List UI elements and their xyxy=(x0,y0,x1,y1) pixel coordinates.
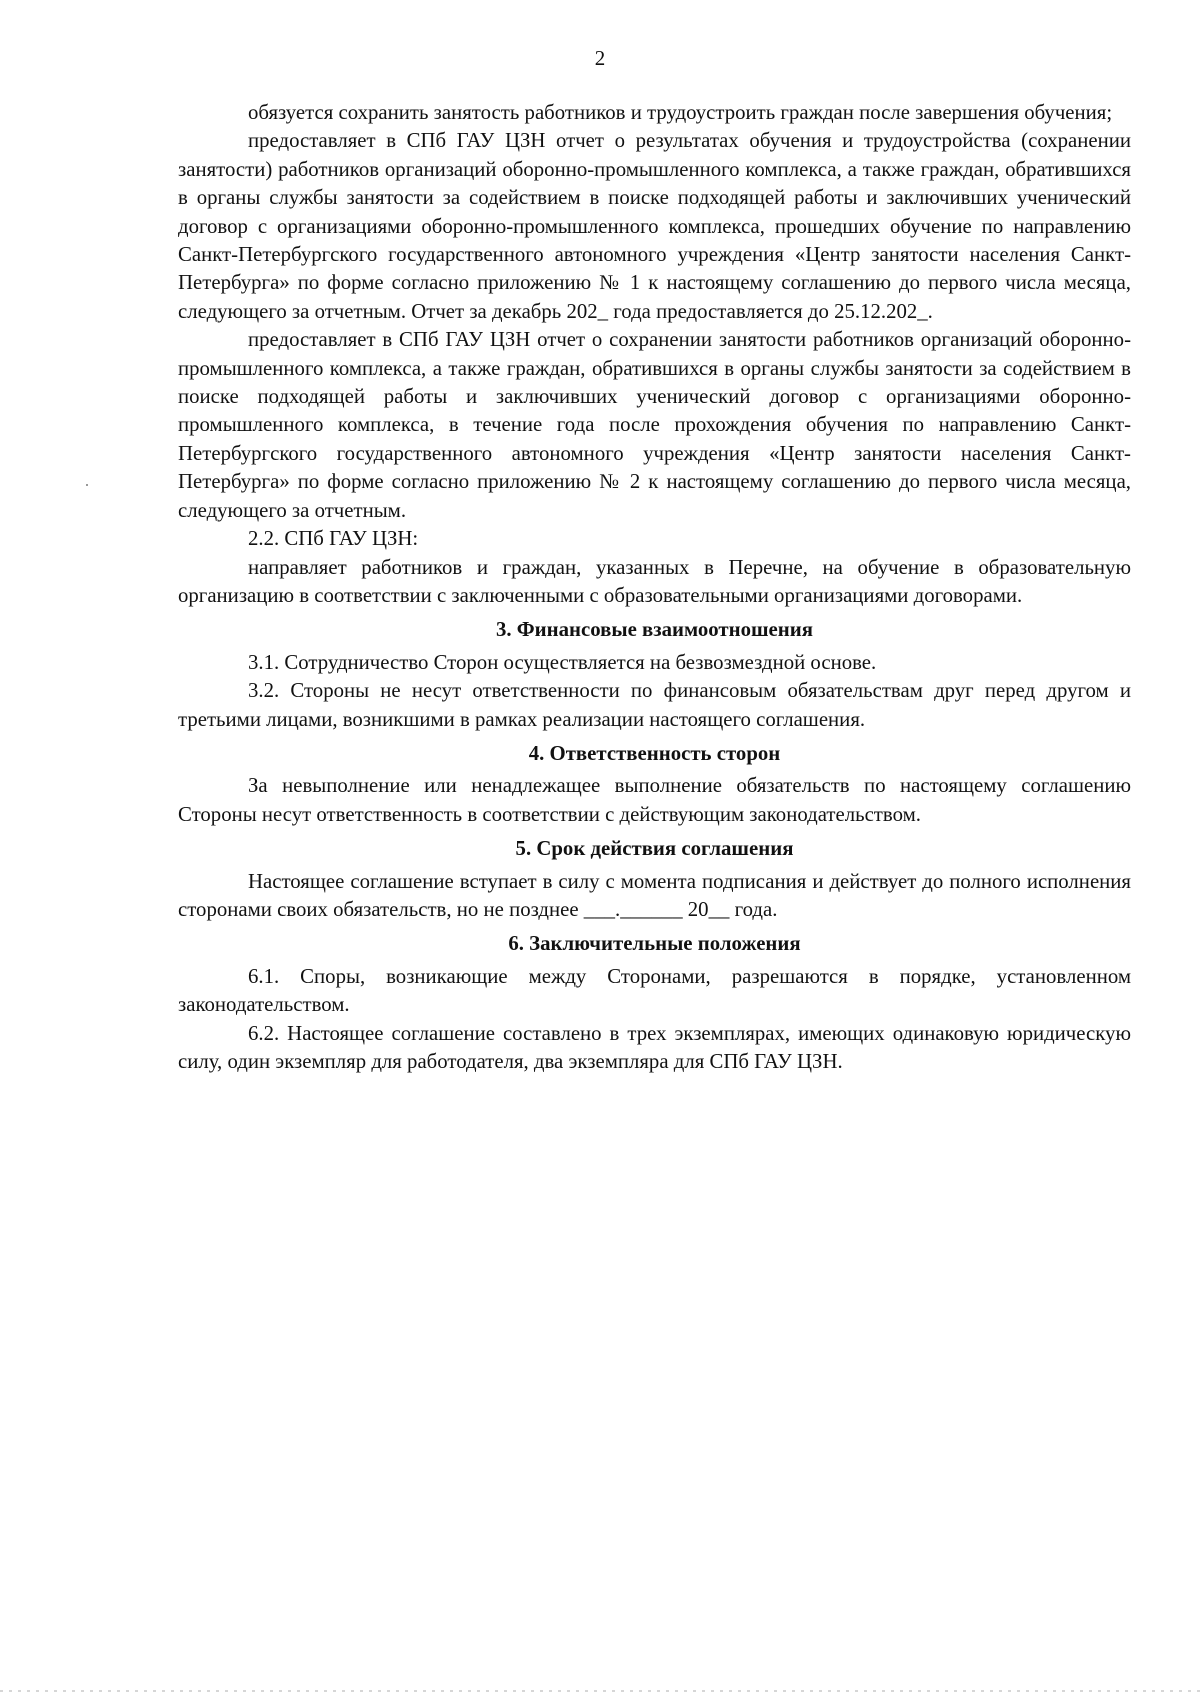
obligation-paragraph: обязуется сохранить занятость работников и трудоустроить граждан после завершения обучения; xyxy=(248,101,1113,124)
section-heading-responsibility: 4. Ответственность сторон xyxy=(528,741,781,765)
section-paragraph: 3.1. Сотрудничество Сторон осуществляется на безвозмездной основе. xyxy=(248,650,877,674)
obligation-paragraph: предоставляет в СПб ГАУ ЦЗН отчет о результатах обучения и трудоустройства (сохранении занятости) работников организаций оборонно-промышленного комплекса, а также граждан, обратившихся в органы службы занятости за содействием в поиске подходящей работы и заключивших ученический договор с организациями оборонно-промышленного комплекса, прошедших обучение по направлению Санкт-Петербургского государственного автономного учреждения «Центр занятости населения Санкт-Петербурга» по форме согласно приложению № 1 к настоящему соглашению до первого числа месяца, следующего за отчетным. Отчет за декабрь 202_ года предоставляется до 25.12.202_. xyxy=(178,129,1131,323)
section-paragraph: Настоящее соглашение вступает в силу с момента подписания и действует до полного исполнения сторонами своих обязательств, но не позднее ___.______ 20__ года. xyxy=(178,869,1131,921)
section-heading-term: 5. Срок действия соглашения xyxy=(515,837,794,861)
page-number: 2 xyxy=(594,46,606,70)
clause-number-paragraph: 2.2. СПб ГАУ ЦЗН: xyxy=(248,527,419,551)
scan-artifact xyxy=(86,484,88,486)
document-body xyxy=(178,99,1131,1076)
section-paragraph: 6.1. Споры, возникающие между Сторонами, разрешаются в порядке, установленном законодательством. xyxy=(178,964,1131,1017)
section-heading-final: 6. Заключительные положения xyxy=(508,932,801,956)
section-paragraph: 6.2. Настоящее соглашение составлено в трех экземплярах, имеющих одинаковую юридическую силу, один экземпляр для работодателя, два экземпляра для СПб ГАУ ЦЗН. xyxy=(178,1021,1131,1073)
obligation-paragraph: направляет работников и граждан, указанных в Перечне, на обучение в образовательную организацию в соответствии с заключенными с образовательными организациями договорами. xyxy=(178,555,1131,607)
scan-edge-artifact xyxy=(0,1690,1200,1692)
obligation-paragraph: предоставляет в СПб ГАУ ЦЗН отчет о сохранении занятости работников организаций оборонно-промышленного комплекса, а также граждан, обратившихся в органы службы занятости за содействием в поиске подходящей работы и заключивших ученический договор с организациями оборонно-промышленного комплекса, в течение года после прохождения обучения по направлению Санкт-Петербургского государственного автономного учреждения «Центр занятости населения Санкт-Петербурга» по форме согласно приложению № 2 к настоящему соглашению до первого числа месяца, следующего за отчетным. xyxy=(178,328,1131,522)
section-paragraph: 3.2. Стороны не несут ответственности по финансовым обязательствам друг перед другом и третьими лицами, возникшими в рамках реализации настоящего соглашения. xyxy=(178,679,1131,731)
section-heading-finance: 3. Финансовые взаимоотношения xyxy=(496,618,813,642)
section-paragraph: За невыполнение или ненадлежащее выполнение обязательств по настоящему соглашению Стороны несут ответственность в соответствии с действующим законодательством. xyxy=(178,774,1131,826)
